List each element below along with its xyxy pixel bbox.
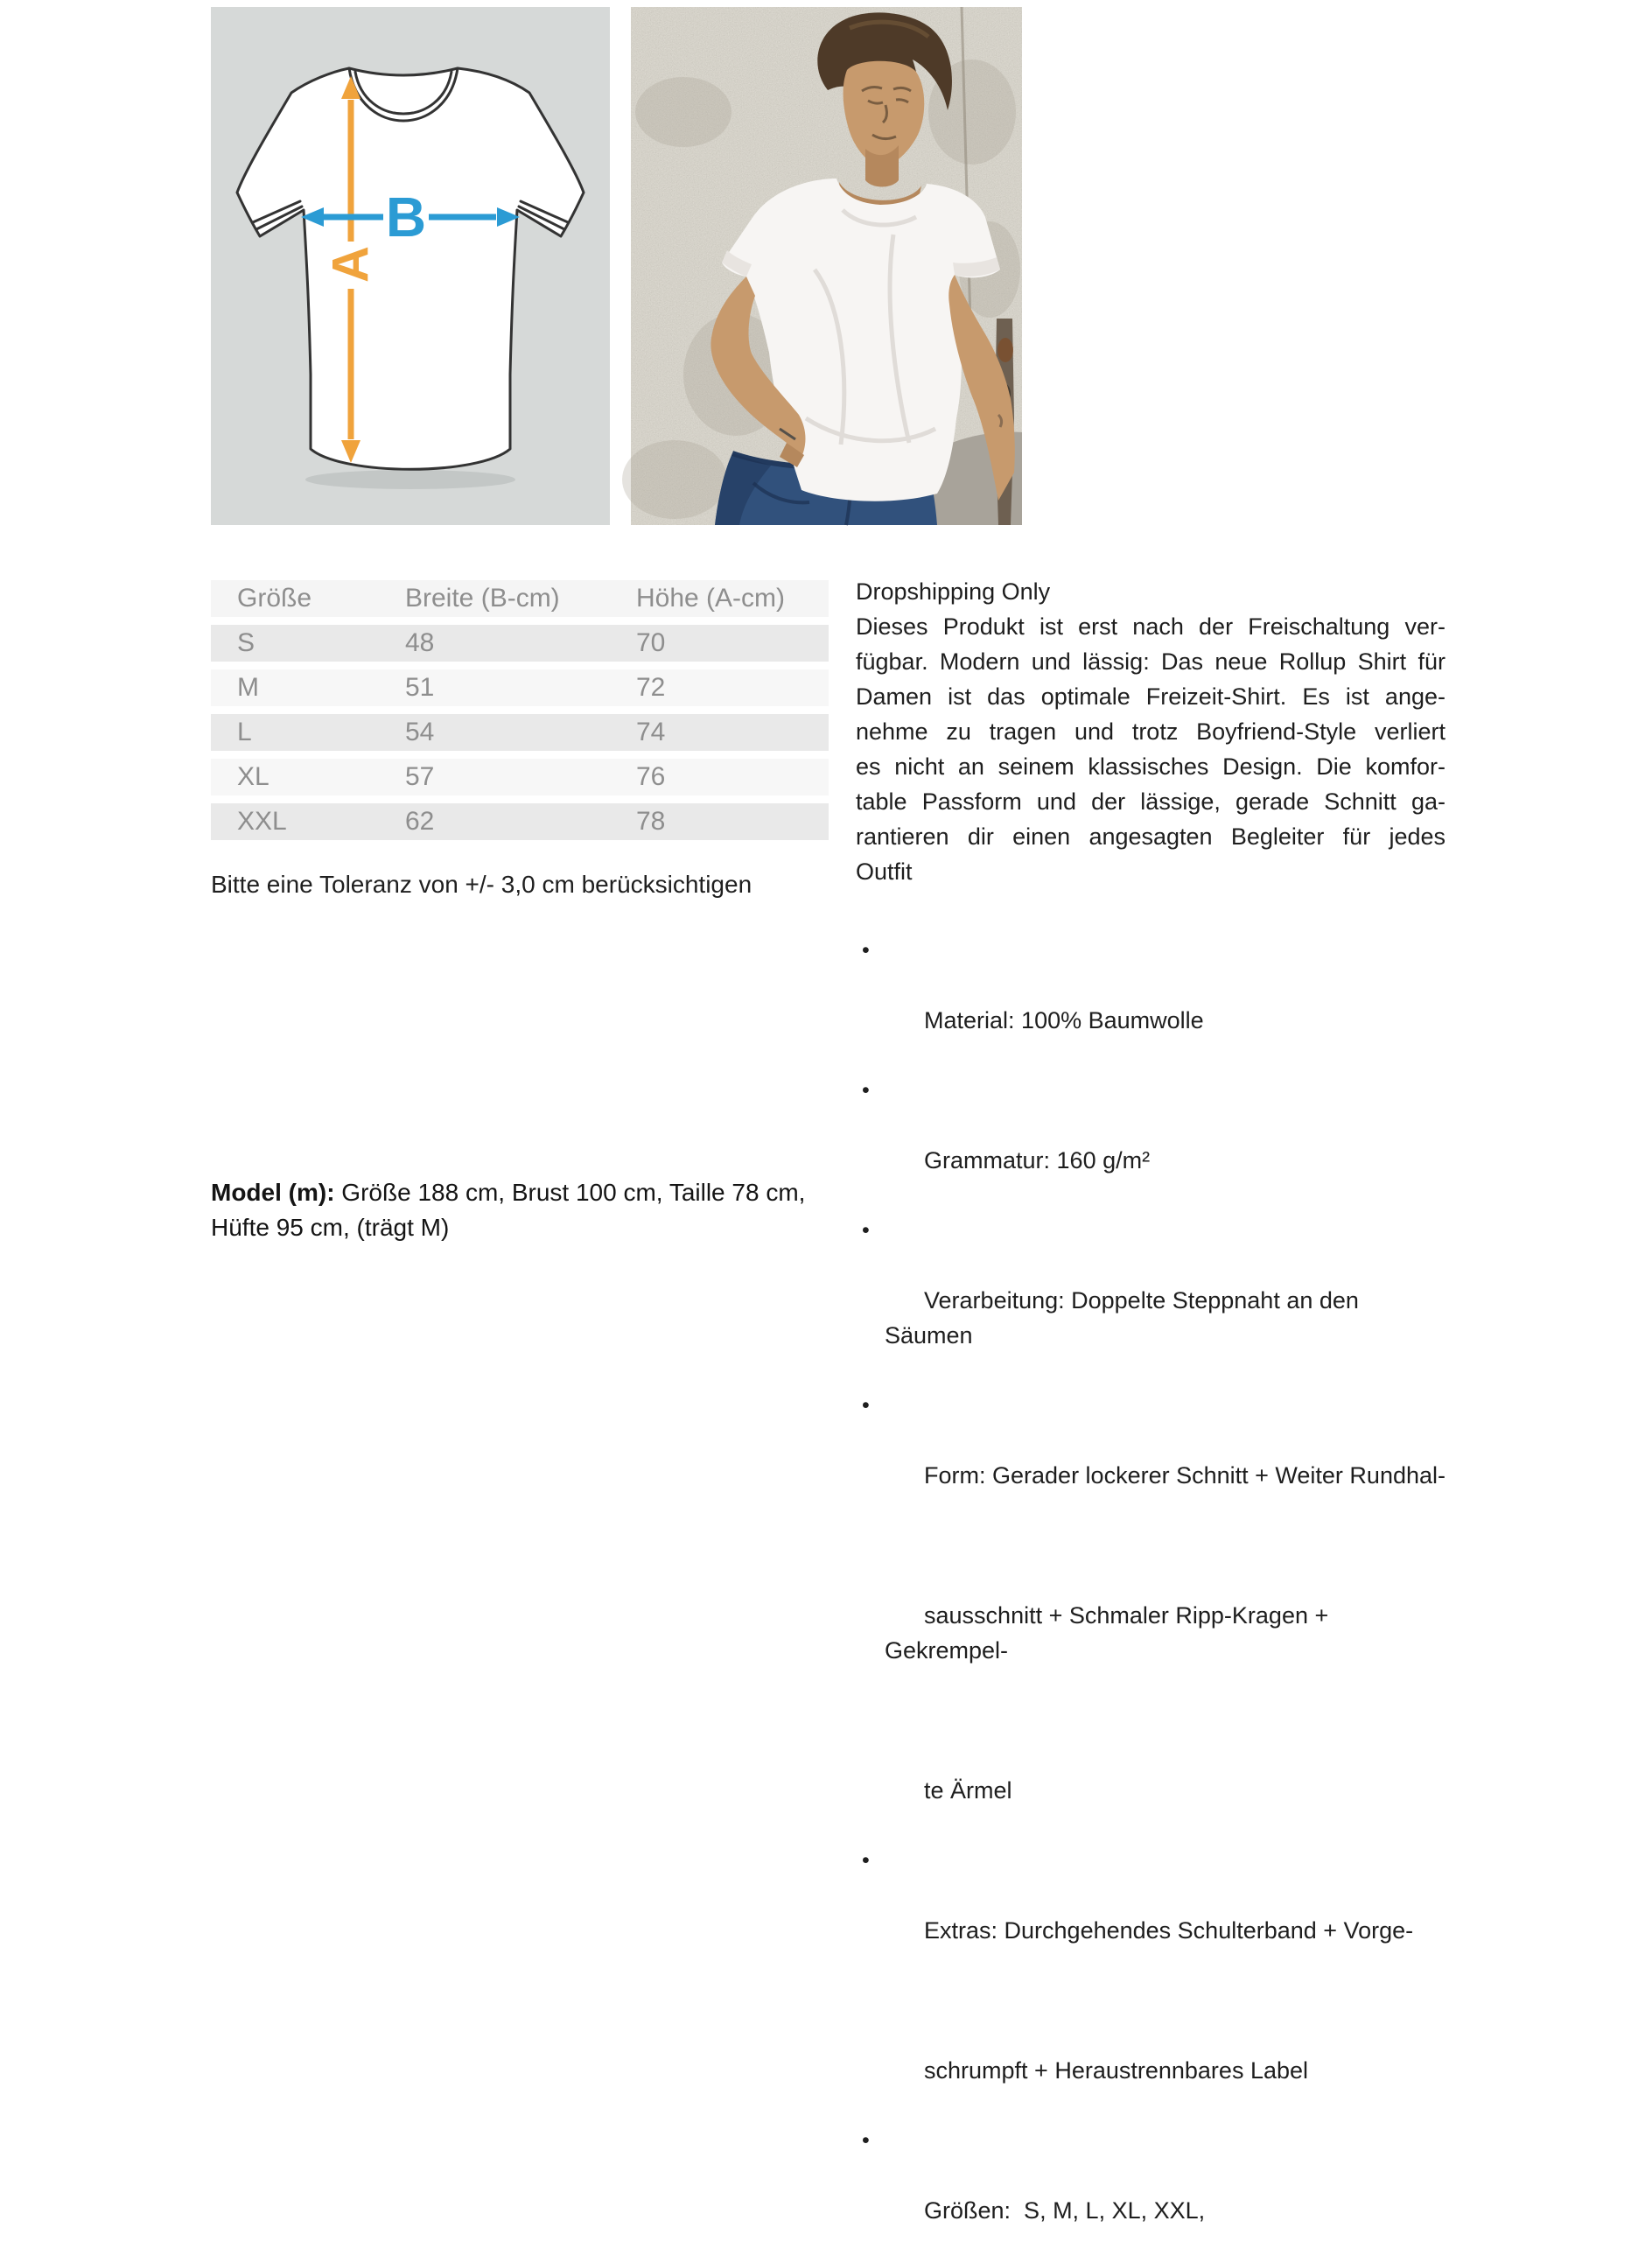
product-description bbox=[856, 574, 1446, 2263]
size-cell: M bbox=[237, 673, 259, 702]
bullet-item-continuation bbox=[856, 1983, 1446, 2123]
hoehe-cell: 74 bbox=[636, 718, 666, 746]
bullet-item bbox=[856, 1388, 1446, 1528]
table-row-m bbox=[211, 669, 829, 706]
hoehe-cell: 78 bbox=[636, 807, 666, 836]
bullet-text: Größen: S, M, L, XL, XXL, bbox=[924, 2197, 1206, 2224]
table-header-row bbox=[211, 580, 829, 617]
description-title: Dropshipping Only bbox=[856, 578, 1051, 605]
model-measurements: Größe 188 cm, Brust 100 cm, Taille 78 cm, bbox=[334, 1179, 806, 1206]
tolerance-note: Bitte eine Toleranz von +/- 3,0 cm berücksichtigen bbox=[211, 871, 752, 898]
table-row-l bbox=[211, 714, 829, 751]
model-info-line1 bbox=[211, 1175, 893, 1210]
model-info bbox=[211, 1175, 893, 1245]
bullet-item bbox=[856, 1213, 1446, 1388]
bullet-text: te Ärmel bbox=[924, 1777, 1012, 1804]
bullet-icon: • bbox=[862, 1393, 870, 1418]
description-line: Dieses Produkt ist erst nach der Freischaltung ver- bbox=[856, 613, 1446, 640]
table-row-xxl bbox=[211, 803, 829, 840]
tshirt-measurement-diagram bbox=[211, 7, 610, 525]
label-b: B bbox=[385, 186, 427, 249]
bullet-icon: • bbox=[862, 2128, 870, 2153]
bullet-item-continuation bbox=[856, 1703, 1446, 1843]
bullet-text: Verarbeitung: Doppelte Steppnaht an den Säumen bbox=[885, 1287, 1366, 1349]
size-cell: XXL bbox=[237, 807, 287, 836]
description-line: table Passform und der lässige, gerade Schnitt ga- bbox=[856, 788, 1446, 815]
size-table bbox=[211, 580, 829, 840]
table-row-s bbox=[211, 625, 829, 662]
header-hoehe: Höhe (A-cm) bbox=[636, 584, 786, 613]
size-diagram-panel bbox=[211, 7, 610, 525]
tshirt-graphic bbox=[237, 68, 584, 469]
bullet-icon: • bbox=[862, 1848, 870, 1873]
description-line: nehme zu tragen und trotz Boyfriend-Style verliert bbox=[856, 718, 1446, 745]
breite-cell: 57 bbox=[405, 762, 435, 791]
spacer bbox=[856, 889, 1446, 933]
bullet-icon: • bbox=[862, 938, 870, 963]
bullet-item bbox=[856, 1843, 1446, 1983]
model-info-line2: Hüfte 95 cm, (trägt M) bbox=[211, 1214, 450, 1241]
label-a: A bbox=[322, 246, 380, 283]
product-photo bbox=[631, 7, 1022, 525]
breite-cell: 62 bbox=[405, 807, 435, 836]
breite-cell: 51 bbox=[405, 673, 435, 702]
bullet-item-continuation bbox=[856, 1528, 1446, 1703]
header-groesse: Größe bbox=[237, 584, 312, 613]
breite-cell: 48 bbox=[405, 628, 435, 657]
hoehe-cell: 72 bbox=[636, 673, 666, 702]
bullet-text: Extras: Durchgehendes Schulterband + Vorge- bbox=[924, 1917, 1414, 1944]
model-label: Model (m): bbox=[211, 1179, 335, 1206]
bullet-text: schrumpft + Heraustrennbares Label bbox=[924, 2057, 1309, 2084]
bullet-item bbox=[856, 933, 1446, 1073]
tshirt-shadow bbox=[305, 470, 515, 489]
bullet-text: Form: Gerader lockerer Schnitt + Weiter Rundhal- bbox=[924, 1462, 1446, 1489]
bullet-text: Grammatur: 160 g/m² bbox=[924, 1147, 1151, 1174]
description-line: Damen ist das optimale Freizeit-Shirt. Es ist ange- bbox=[856, 683, 1446, 710]
description-line: Outfit bbox=[856, 858, 913, 885]
description-line: es nicht an seinem klassisches Design. Die komfor- bbox=[856, 753, 1446, 780]
model-photo-illustration bbox=[631, 7, 1022, 525]
breite-cell: 54 bbox=[405, 718, 435, 746]
bullet-text: Material: 100% Baumwolle bbox=[924, 1007, 1204, 1033]
description-line: rantieren dir einen angesagten Begleiter für jedes bbox=[856, 823, 1446, 850]
hoehe-cell: 70 bbox=[636, 628, 666, 657]
bullet-text: sausschnitt + Schmaler Ripp-Kragen + Gekrempel- bbox=[885, 1602, 1335, 1664]
bullet-item bbox=[856, 2123, 1446, 2263]
header-breite: Breite (B-cm) bbox=[405, 584, 560, 613]
bullet-icon: • bbox=[862, 1078, 870, 1103]
size-cell: XL bbox=[237, 762, 270, 791]
size-cell: L bbox=[237, 718, 252, 746]
hoehe-cell: 76 bbox=[636, 762, 666, 791]
bullet-item bbox=[856, 1073, 1446, 1213]
description-line: fügbar. Modern und lässig: Das neue Rollup Shirt für bbox=[856, 648, 1446, 675]
size-cell: S bbox=[237, 628, 256, 657]
bullet-icon: • bbox=[862, 1218, 870, 1243]
table-row-xl bbox=[211, 759, 829, 795]
